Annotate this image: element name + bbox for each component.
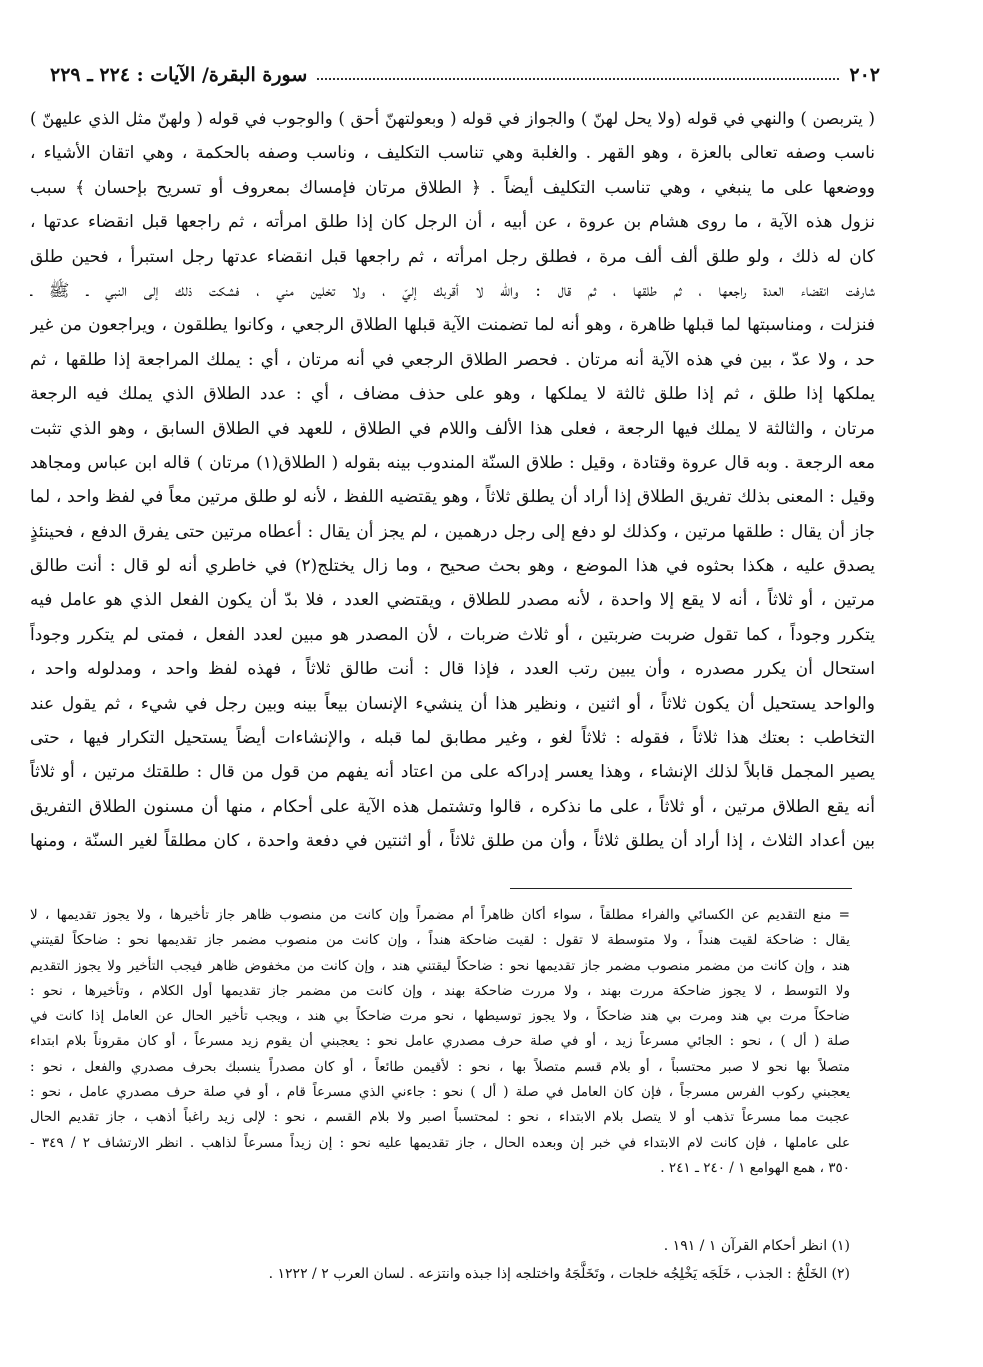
text-line: والواحد يستحيل أن يكون ثلاثاً ، أو اثنين ، ونظير هذا أن ينشيء الإنسان بيعاً بينه وبين رجل في شيء ، ثم يقول عند xyxy=(30,693,875,714)
text-line: ناسب وصفه تعالى بالعزة ، وهو القهر . والغلبة وهي تناسب التكليف ، وناسب وصفه بالحكمة ، وهي اتقان الأشياء ، xyxy=(30,143,875,164)
text-line: شارفت انقضاء العدة راجعها ، ثم طلقها ، ثم قال : والله لا أقربك إليّ ، ولا تخلين مني ، فشكت ذلك إلى النبي ـ ﷺ ـ xyxy=(30,280,875,301)
numbered-footnotes xyxy=(30,1232,850,1288)
main-text xyxy=(30,102,875,859)
footnote-line: هند ، وإن كانت من مضمر منصوب مضمر جاز تقديمها نحو : ضاحكاً ليقتني هند ، وإن كانت من مخفوض ظاهر فيجب التأخير ولا يجوز التقديم xyxy=(30,957,850,974)
footnote-line: ٣٥٠ ، همع الهوامع ١ / ٢٤٠ ـ ٢٤١ . xyxy=(660,1159,850,1176)
page-number: ٢٠٢ xyxy=(849,64,880,86)
text-line: حد ، ولا عدّ ، بين في هذه الآية أنه مرتان . فحصر الطلاق الرجعي في أنه مرتان ، أي : يملك المراجعة إذا طلقها ، ثم xyxy=(30,349,875,370)
footnote-line: ولا التوسط ، لا يجوز ضاحكة مررت بهند ، ولا مررت ضاحكة بهند ، وإن كانت من مضمر جاز تقديمها أول الكلام ، وتأخيرها ، نحو : xyxy=(30,982,850,999)
text-line: استحال أن يكرر مصدره ، وأن يبين رتب العدد ، فإذا قال : أنت طالق ثلاثاً ، فهذه لفظ واحد ، ومدلوله واحد ، xyxy=(30,659,875,680)
text-line: وقيل : المعنى بذلك تفريق الطلاق إذا أراد أن يطلق ثلاثاً ، وهو يقتضيه اللفظ ، لأنه لو طلق مرتين معاً في لفظ واحد ، لما xyxy=(30,487,875,508)
footnote-line: متصلاً بها نحو لا صبر محتسباً ، أو بلام قسم متصلاً بها ، نحو : لأقيمن طائعاً ، أو كان مصدراً ينسبك بحرف مصدري والفعل ، نحو : xyxy=(30,1058,850,1075)
text-line: مرتان ، والثالثة لا يملك فيها الرجعة ، فعلى هذا الألف واللام في الطلاق ، للعهد في الطلاق السابق ، وهو الذي تثبت xyxy=(30,418,875,439)
text-line: ( يتربصن ) والنهي في قوله (ولا يحل لهنّ ) والجواز في قوله ( وبعولتهنّ أحق ) والوجوب في قوله ( ولهنّ مثل الذي عليهنّ ) xyxy=(30,109,875,128)
footnote-line: صلة ( أل ) ، نحو : الجائي مسرعاً زيد ، أو في صلة حرف مصدري عامل نحو : يعجبني أن يقوم زيد مسرعاً ، أو كان مقروناً بلام ابتداء xyxy=(30,1033,850,1050)
text-line: يصدق عليه ، هكذا بحثوه في هذا الموضع ، وهو بحث صحيح ، وما زال يختلج(٢) في خاطري أنه لو قال : أنت طالق xyxy=(30,556,875,577)
text-line: التخاطب : بعتك هذا ثلاثاً ، فقوله : ثلاثاً لغو ، وغير مطابق لما قبله ، والإنشاءات أيضاً يستحيل التكرار فيها ، حتى xyxy=(30,728,875,749)
text-line: مرتين ، أو ثلاثاً ، أنه لا يقع إلا واحدة ، لأنه مصدر للطلاق ، ويقتضي العدد ، فلا بدّ أن يكون الفعل الذي هو عامل فيه xyxy=(30,590,875,611)
footnote-line: = منع التقديم عن الكسائي والفراء مطلقاً ، سواء أكان ظاهراً أم مضمراً وإن كانت من منصوب ظاهر جاز تأخيرها ، ولا يجوز تقديمها ، لا xyxy=(30,907,850,923)
page-header xyxy=(50,60,880,90)
footnote-line: عجبت مما مسرعاً تذهب أو لا يتصل بلام الابتداء ، نحو : لمحتسباً اصبر ولا بلام القسم ، نحو : لإلى زيد راغباً أذهب ، جاز تقديم الحال xyxy=(30,1109,850,1126)
text-line: كان له ذلك ، ولو طلق ألف ألف مرة ، فطلق رجل امرأته ، ثم راجعها قبل انقضاء عدتها رجل استبرأ ، فحين طلق xyxy=(30,246,875,267)
text-line: معه الرجعة . وبه قال عروة وقتادة ، وقيل : طلاق السنّة المندوب بينه بقوله ( الطلاق(١) مرتان ) قاله ابن عباس ومجاهد xyxy=(30,452,875,473)
text-line: جاز أن يقال : طلقها مرتين ، وكذلك لو دفع إلى رجل درهمين ، لم يجز أن يقال : أعطاه مرتين حتى يفرق الدفع ، فحينئذٍ xyxy=(30,521,875,542)
footnote-line: يقال : ضاحكة لقيت هنداً ، ولا متوسطة لا تقول : لقيت ضاحكة هنداً ، وإن كانت من منصوب مضمر جاز تقديمها نحو : ضاحكاً لقيتني xyxy=(30,932,850,949)
text-line: أنه يقع الطلاق مرتين ، أو ثلاثاً ، على ما نذكره ، قالوا وتشتمل هذه الآية على أحكام ، منها أن مسنون الطلاق التفريق xyxy=(30,796,875,817)
text-line: فنزلت ، ومناسبتها لما قبلها ظاهرة ، وهو أنه لما تضمنت الآية قبلها الطلاق الرجعي ، وكانوا يطلقون ، ويراجعون من غير xyxy=(30,315,875,336)
running-head: سورة البقرة/ الآيات : ٢٢٤ ـ ٢٢٩ xyxy=(50,64,308,86)
text-line: ووضعها على ما ينبغي ، وهي تناسب التكليف أيضاً . ﴿ الطلاق مرتان فإمساك بمعروف أو تسريح بإحسان ﴾ سبب xyxy=(30,177,875,198)
footnote-1: (١) انظر أحكام القرآن ١ / ١٩١ . xyxy=(663,1238,850,1254)
footnote-line: على عاملها ، فإن كانت لام الابتداء في خبر إن وبعده الحال ، جاز تقديمها عليه نحو : إن زيداً مسرعاً لذاهب . انظر الارتشاف ٢ / ٣٤٩ - xyxy=(30,1134,850,1151)
text-line: بين أعداد الثلاث ، إذا أراد أن يطلق ثلاثاً ، وأن من طلق ثلاثاً ، أو اثنتين في دفعة واحدة ، كان مطلقاً لغير السنّة ، ومنها xyxy=(30,831,875,852)
text-line: يملكها إذا طلق ، ثم إذا طلق ثالثة لا يملكها ، وهو على حذف مضاف ، أي : عدد الطلاق الذي يملك فيه الرجعة xyxy=(30,384,875,405)
footnote-line: يعجبني ركوب الفرس مسرجاً ، فإن كان العامل في صلة ( أل ) نحو : جاءني الذي مسرعاً قام ، أو في صلة حرف مصدري عامل ، نحو : xyxy=(30,1084,850,1101)
text-line: نزول هذه الآية ، ما روى هشام بن عروة ، عن أبيه ، أن الرجل كان إذا طلق امرأته ، ثم راجعها قبل انقضاء عدتها ، xyxy=(30,212,875,233)
text-line: يتكرر وجوداً ، كما تقول ضربت ضربتين ، أو ثلاث ضربات ، لأن المصدر هو مبين لعدد الفعل ، فمتى لم يتكرر وجوداً xyxy=(30,624,875,645)
footnote-separator xyxy=(510,888,852,889)
footnote-line: ضاحكاً مرت بي هند ومرت بي هند ضاحكاً ، ولا يجوز توسيطها ، نحو مرت ضاحكاً بي هند ، ويجب تأخير الحال عن العامل إذا كانت في xyxy=(30,1008,850,1025)
continued-footnote xyxy=(30,903,850,1181)
text-line: يصير المجمل قابلاً لذلك الإنشاء ، وهذا يعسر إدراكه على من اعتاد أنه يفهم من قول من قال : طلقتك مرتين ، أو ثلاثاً xyxy=(30,762,875,783)
footnote-2: (٢) الخَلْجُ : الجذب ، خَلَجَه يَخْلِجُه خلجات ، وتَخَلَّجَهُ واختلجه إذا جبذه وانتزعه . لسان العرب ٢ / ١٢٢٢ . xyxy=(268,1266,850,1282)
header-dot-leader xyxy=(317,78,839,80)
